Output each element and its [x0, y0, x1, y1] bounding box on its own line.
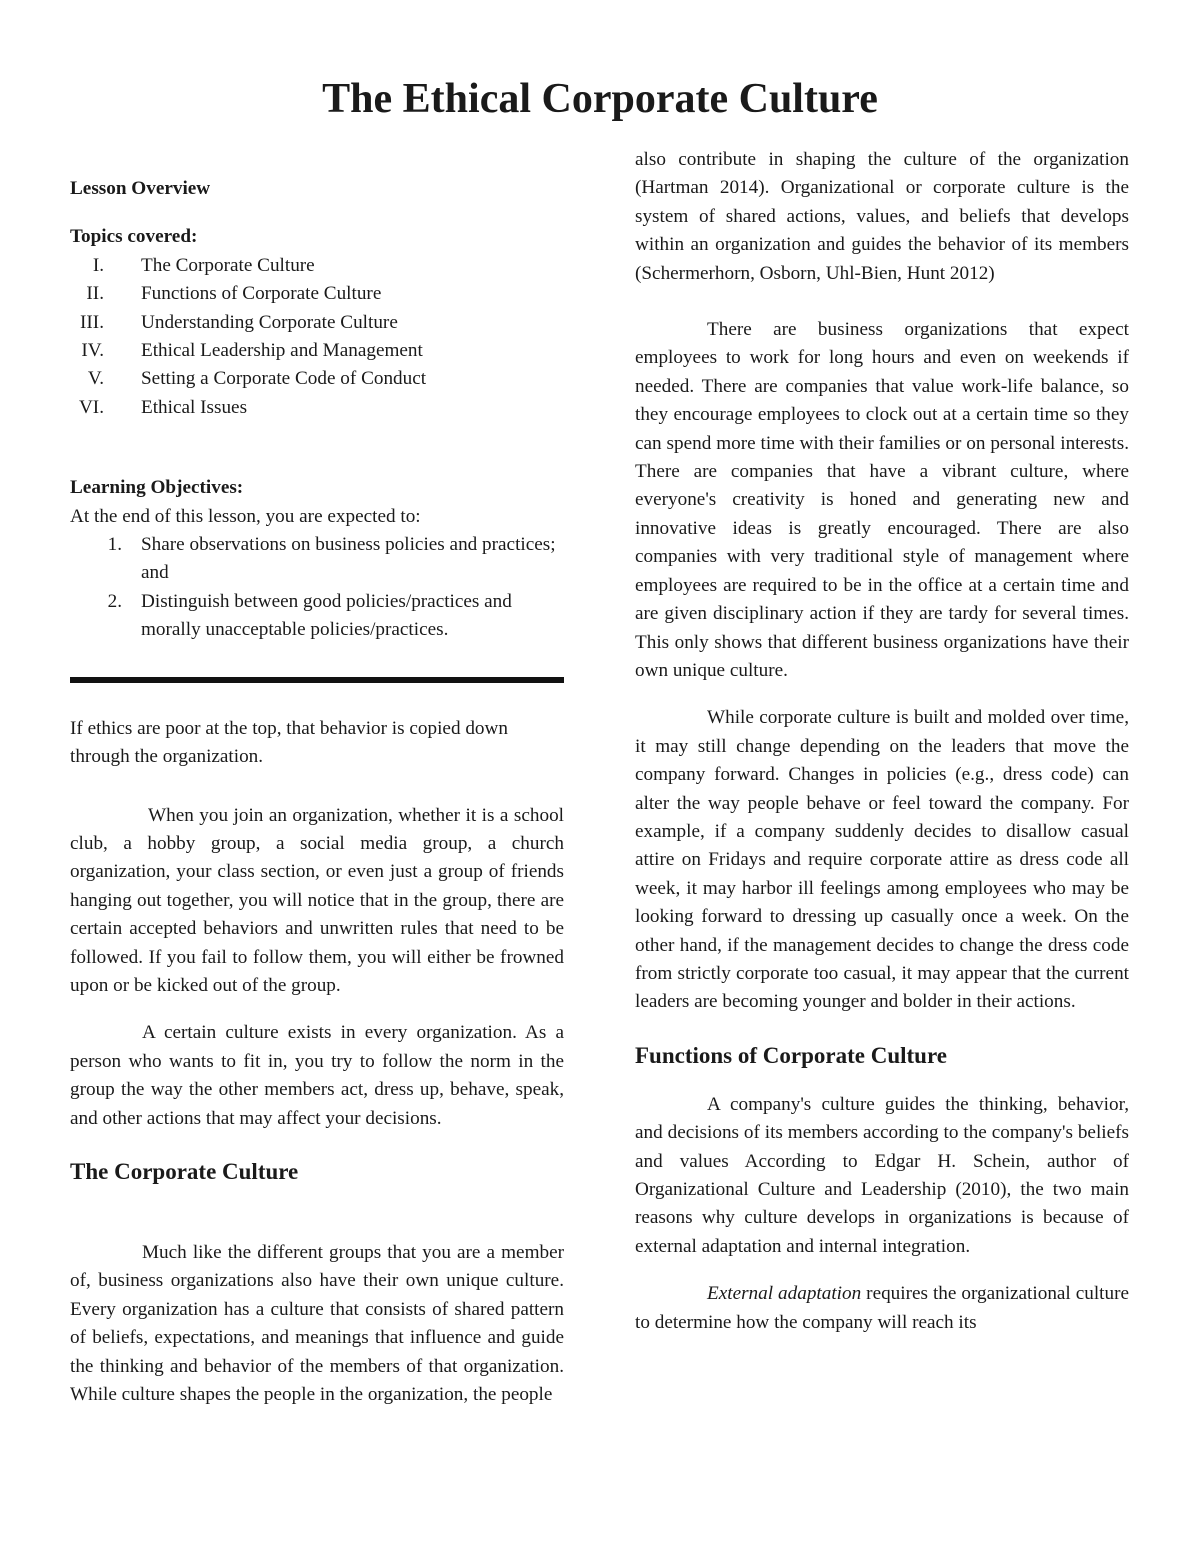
paragraph: When you join an organization, whether it is a school club, a hobby group, a social media group, a church organization, your class section, or even just a group of friends hanging out together, you will notice that in the group, there are certain accepted behaviors and unwritten rules that need to be followed. If you fail to follow them, you will either be frowned upon or be kicked out of the group. [70, 804, 564, 996]
topic-item: VI. Ethical Issues [78, 396, 248, 418]
objectives-heading: Learning Objectives: [70, 477, 244, 499]
topic-item: II. Functions of Corporate Culture [86, 283, 382, 305]
right-column [635, 146, 1129, 1337]
objective-item: 2. Distinguish between good policies/practices and morally unacceptable policies/practices. [107, 590, 512, 641]
paragraph: External adaptation requires the organizational culture to determine how the company will reach its [635, 1283, 1130, 1333]
objectives-intro: At the end of this lesson, you are expected to: [70, 505, 421, 527]
section-divider [70, 677, 564, 683]
paragraph: Much like the different groups that you are a member of, business organizations also have their own unique culture. Every organization has a culture that consists of shared pattern of beliefs, expectations, and meanings that influence and guide the thinking and behavior of the members of that organization. While culture shapes the people in the organization, the people [70, 1241, 564, 1405]
objectives-list [70, 531, 564, 645]
section-heading-corporate-culture: The Corporate Culture [70, 1158, 299, 1184]
topic-item: III. Understanding Corporate Culture [80, 311, 398, 333]
paragraph: There are business organizations that expect employees to work for long hours and even on weekends if needed. There are companies that value work-life balance, so they encourage employees to clock out at a certain time so they can spend more time with their families or on personal interests. There are companies that have a vibrant culture, where everyone's creativity is honed and generating new and innovative ideas is greatly encouraged. There are also companies with very traditional style of management where employees are required to be in the office at a certain time and are given disciplinary action if they are tardy for several times. This only shows that different business organizations have their own unique culture. [635, 319, 1129, 681]
left-column [70, 175, 564, 1409]
paragraph: also contribute in shaping the culture of the organization (Hartman 2014). Organizational or corporate culture is the system of shared actions, values, and beliefs that develops within an organization and guides the behavior of its members (Schermerhorn, Osborn, Uhl-Bien, Hunt 2012) [635, 149, 1129, 284]
topic-item: IV. Ethical Leadership and Management [81, 340, 423, 362]
topics-heading: Topics covered: [70, 226, 198, 248]
topic-item: I. The Corporate Culture [92, 254, 315, 276]
intro-quote: If ethics are poor at the top, that behavior is copied down through the organization. [70, 717, 508, 768]
topics-list [70, 252, 564, 422]
section-heading-functions: Functions of Corporate Culture [635, 1042, 947, 1068]
paragraph: A certain culture exists in every organization. As a person who wants to fit in, you try to follow the norm in the group the way the other members act, dress up, behave, speak, and other actions that may affect your decisions. [70, 1022, 564, 1129]
paragraph: A company's culture guides the thinking, behavior, and decisions of its members according to the company's beliefs and values According to Edgar H. Schein, author of Organizational Culture and Leadership (2010), the two main reasons why culture develops in organizations is because of external adaptation and internal integration. [635, 1093, 1129, 1257]
topic-item: V. Setting a Corporate Code of Conduct [87, 368, 427, 390]
lesson-overview-label: Lesson Overview [70, 178, 211, 199]
emphasis-term: External adaptation [707, 1283, 862, 1305]
objective-item: 1. Share observations on business policies and practices; and [107, 534, 556, 584]
paragraph: While corporate culture is built and molded over time, it may still change depending on the leaders that move the company forward. Changes in policies (e.g., dress code) can alter the way people behave or feel toward the company. For example, if a company suddenly decides to disallow casual attire on Fridays and require corporate attire as dress code all week, it may harbor ill feelings among employees who may be looking forward to dressing up casually once a week. On the other hand, if the management decides to change the dress code from strictly corporate too casual, it may appear that the current leaders are becoming younger and bolder in their actions. [635, 707, 1129, 1013]
document-title: The Ethical Corporate Culture [322, 76, 878, 122]
